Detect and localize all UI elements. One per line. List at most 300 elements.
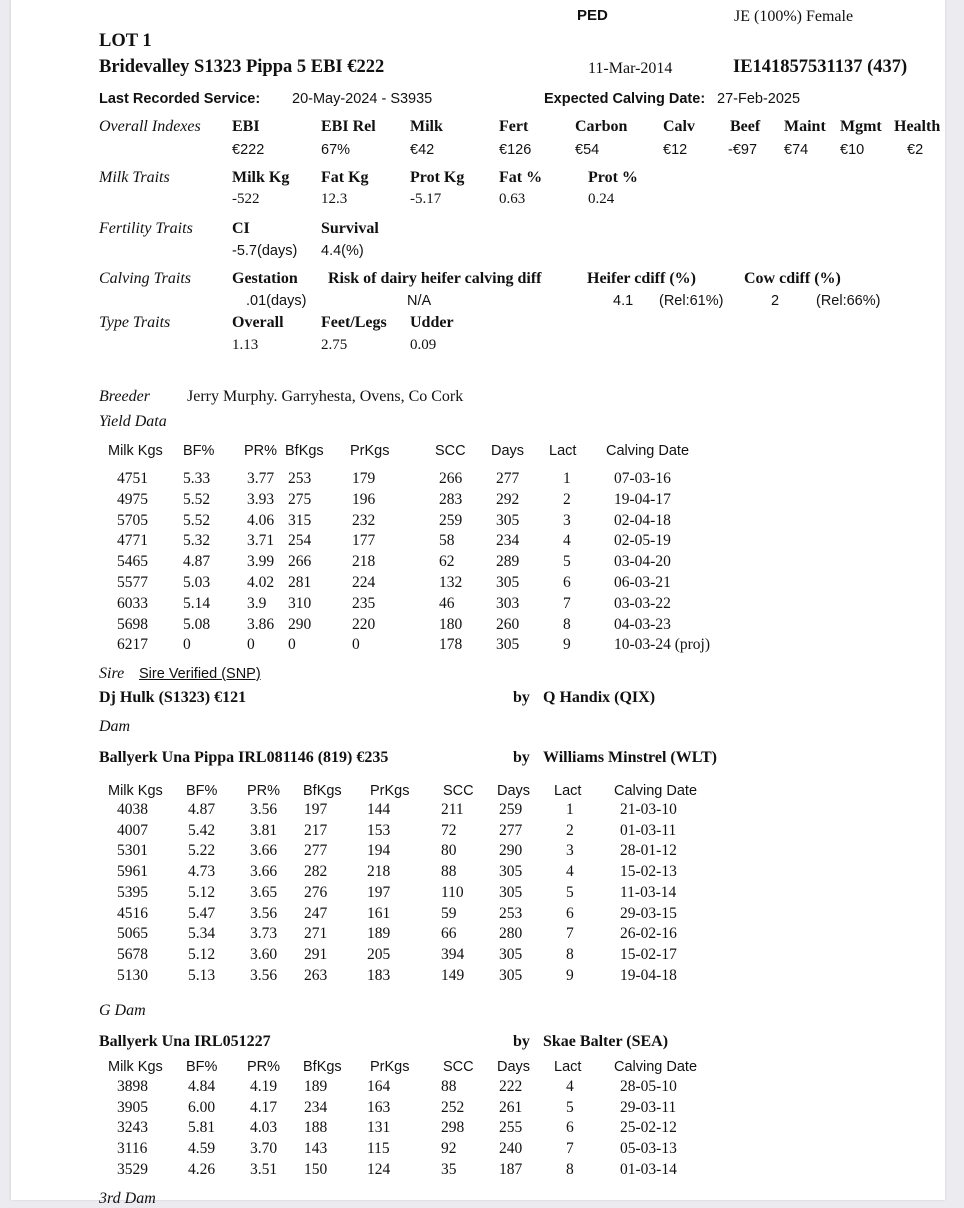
table-cell: 3.56 (250, 801, 278, 818)
table-cell: 5.42 (188, 821, 216, 839)
table-cell: 0 (247, 636, 255, 654)
fertility-traits-label: Fertility Traits (99, 220, 193, 237)
table-cell: 03-03-22 (614, 594, 671, 612)
table-cell: 5.32 (183, 532, 211, 550)
table-cell: 4751 (117, 470, 148, 487)
sire-label: Sire (99, 665, 125, 682)
table-cell: 4007 (117, 821, 148, 839)
table-cell: 8 (563, 615, 571, 633)
column-header: Calving Date (614, 783, 698, 799)
table-cell: 0 (288, 636, 296, 654)
table-cell: 263 (304, 966, 328, 984)
index-name: Milk (410, 118, 443, 135)
table-cell: 3.71 (247, 532, 275, 550)
table-cell: 3.65 (250, 883, 278, 901)
table-cell: 5465 (117, 553, 148, 571)
pedigree-document-page (11, 0, 945, 1207)
table-cell: 8 (566, 945, 574, 963)
index-value: €12 (663, 142, 688, 158)
gestation-value: .01(days) (246, 293, 307, 309)
breed-info: JE (100%) Female (734, 8, 854, 25)
table-cell: 03-04-20 (614, 553, 671, 571)
sire-verified-link[interactable]: Sire Verified (SNP) (139, 666, 261, 682)
table-cell: 4.02 (247, 574, 275, 591)
table-cell: 164 (367, 1078, 391, 1095)
table-cell: 277 (496, 470, 520, 487)
expected-calving-label: Expected Calving Date: (544, 91, 706, 107)
table-cell: 291 (304, 945, 328, 963)
trait-value: 1.13 (232, 337, 259, 353)
table-cell: 194 (367, 842, 391, 860)
trait-name: Fat Kg (321, 169, 369, 186)
table-cell: 4.26 (188, 1160, 216, 1178)
table-cell: 260 (496, 615, 520, 633)
table-cell: 266 (439, 470, 463, 487)
table-cell: 3905 (117, 1098, 148, 1116)
table-cell: 59 (441, 904, 457, 922)
column-header: PrKgs (350, 443, 390, 459)
table-cell: 5.33 (183, 470, 211, 487)
table-cell: 290 (288, 615, 312, 633)
table-cell: 183 (367, 966, 391, 984)
table-cell: 7 (566, 925, 574, 943)
table-cell: 224 (352, 574, 376, 591)
trait-name: Feet/Legs (321, 314, 387, 331)
table-cell: 261 (499, 1098, 523, 1116)
table-cell: 2 (563, 490, 571, 508)
table-cell: 5961 (117, 863, 148, 881)
table-cell: 188 (304, 1119, 328, 1137)
table-cell: 02-04-18 (614, 511, 671, 529)
table-cell: 88 (441, 863, 457, 881)
trait-value: 0.09 (410, 337, 437, 353)
table-cell: 131 (367, 1119, 391, 1137)
animal-name: Bridevalley S1323 Pippa 5 EBI €222 (99, 57, 385, 77)
table-cell: 6217 (117, 636, 148, 654)
table-cell: 05-03-13 (620, 1140, 677, 1158)
date-of-birth: 11-Mar-2014 (588, 60, 673, 77)
table-cell: 5577 (117, 574, 148, 591)
trait-value: 4.4(%) (321, 243, 364, 259)
index-name: EBI (232, 118, 260, 135)
table-cell: 3.70 (250, 1140, 278, 1158)
index-value: €126 (499, 142, 532, 158)
table-cell: 4 (563, 532, 571, 550)
table-cell: 5.22 (188, 842, 216, 860)
trait-value: 0.63 (499, 191, 526, 207)
column-header: SCC (443, 1059, 474, 1075)
gdam-by-label: by (513, 1033, 530, 1050)
third-dam-label-partial: 3rd Dam (99, 1190, 156, 1207)
table-cell: 66 (441, 925, 457, 943)
table-cell: 80 (441, 842, 457, 860)
table-cell: 3.66 (250, 863, 278, 881)
table-cell: 4.17 (250, 1098, 278, 1116)
table-cell: 21-03-10 (620, 801, 677, 818)
table-cell: 281 (288, 574, 312, 591)
dam-by-name: Williams Minstrel (WLT) (543, 749, 717, 766)
table-cell: 266 (288, 553, 312, 571)
table-cell: 222 (499, 1078, 523, 1095)
risk-value: N/A (407, 293, 432, 309)
table-cell: 2 (566, 821, 574, 839)
table-cell: 163 (367, 1098, 391, 1116)
table-cell: 315 (288, 511, 312, 529)
cow-cdiff-name: Cow cdiff (%) (744, 270, 841, 287)
table-cell: 247 (304, 904, 328, 922)
table-cell: 180 (439, 615, 463, 633)
table-cell: 29-03-15 (620, 904, 677, 922)
table-cell: 4975 (117, 490, 148, 508)
table-cell: 15-02-17 (620, 945, 677, 963)
table-cell: 177 (352, 532, 376, 550)
index-name: Carbon (575, 118, 628, 135)
table-cell: 3.66 (250, 842, 278, 860)
table-cell: 25-02-12 (620, 1119, 677, 1137)
last-service-label: Last Recorded Service: (99, 91, 261, 107)
index-value: €10 (840, 142, 865, 158)
table-cell: 197 (367, 883, 391, 901)
column-header: SCC (435, 443, 466, 459)
table-cell: 218 (352, 553, 376, 571)
heifer-cdiff-rel: (Rel:61%) (659, 293, 724, 309)
table-cell: 01-03-14 (620, 1160, 677, 1178)
table-cell: 5.52 (183, 511, 211, 529)
table-cell: 92 (441, 1140, 457, 1158)
calving-traits-label: Calving Traits (99, 270, 192, 287)
table-cell: 5395 (117, 883, 148, 901)
column-header: PrKgs (370, 1059, 410, 1075)
table-cell: 4.59 (188, 1140, 216, 1158)
column-header: Lact (554, 783, 582, 799)
table-cell: 3.93 (247, 490, 275, 508)
column-header: PrKgs (370, 783, 410, 799)
trait-value: -522 (232, 191, 260, 207)
column-header: PR% (247, 1059, 281, 1075)
overall-indexes-label: Overall Indexes (99, 118, 201, 135)
table-cell: 305 (496, 511, 520, 529)
table-cell: 255 (499, 1119, 523, 1137)
table-cell: 305 (499, 966, 523, 984)
table-cell: 252 (441, 1098, 465, 1116)
table-cell: 234 (304, 1098, 328, 1116)
table-cell: 178 (439, 636, 463, 654)
cow-cdiff-value: 2 (771, 293, 780, 309)
lot-number: LOT 1 (99, 31, 152, 51)
trait-value: 2.75 (321, 337, 348, 353)
table-cell: 5705 (117, 511, 148, 529)
table-cell: 253 (499, 904, 523, 922)
table-cell: 289 (496, 553, 520, 571)
table-cell: 3243 (117, 1119, 148, 1137)
table-cell: 5 (566, 883, 574, 901)
table-cell: 4.19 (250, 1078, 278, 1095)
milk-traits-label: Milk Traits (99, 169, 170, 186)
table-cell: 150 (304, 1160, 328, 1178)
index-name: Maint (784, 118, 826, 135)
yield-data-label: Yield Data (99, 413, 167, 430)
table-cell: 3.77 (247, 470, 275, 487)
table-cell: 305 (499, 883, 523, 901)
gdam-name: Ballyerk Una IRL051227 (99, 1033, 271, 1050)
table-cell: 3529 (117, 1160, 148, 1178)
table-cell: 275 (288, 490, 312, 508)
table-cell: 5.34 (188, 925, 216, 943)
table-cell: 3.60 (250, 945, 278, 963)
trait-value: -5.17 (410, 191, 442, 207)
ped-label: PED (577, 7, 608, 24)
table-cell: 298 (441, 1119, 465, 1137)
table-cell: 234 (496, 532, 520, 550)
dam-label: Dam (99, 718, 131, 735)
table-cell: 9 (566, 966, 574, 984)
table-cell: 110 (441, 883, 464, 901)
table-cell: 143 (304, 1140, 328, 1158)
index-name: Mgmt (840, 118, 882, 135)
table-cell: 10-03-24 (proj) (614, 636, 710, 654)
table-cell: 3.86 (247, 615, 275, 633)
table-cell: 3.99 (247, 553, 275, 571)
table-cell: 277 (304, 842, 328, 860)
column-header: Lact (549, 443, 577, 459)
table-cell: 254 (288, 532, 312, 550)
table-cell: 4.06 (247, 511, 275, 529)
table-cell: 5 (566, 1098, 574, 1116)
trait-value: -5.7(days) (232, 243, 298, 259)
table-cell: 3.9 (247, 594, 267, 612)
table-cell: 179 (352, 470, 376, 487)
table-cell: 3.81 (250, 821, 278, 839)
table-cell: 189 (304, 1078, 328, 1095)
table-cell: 4038 (117, 801, 148, 818)
table-cell: 277 (499, 821, 523, 839)
trait-name: CI (232, 220, 250, 237)
index-name: Health (894, 118, 941, 135)
index-value: €54 (575, 142, 600, 158)
table-cell: 271 (304, 925, 328, 943)
table-cell: 394 (441, 945, 465, 963)
column-header: Milk Kgs (108, 783, 163, 799)
last-service-value: 20-May-2024 - S3935 (292, 91, 433, 107)
column-header: Lact (554, 1059, 582, 1075)
table-cell: 305 (496, 574, 520, 591)
breeder-label: Breeder (99, 388, 150, 405)
column-header: Calving Date (614, 1059, 698, 1075)
cow-cdiff-rel: (Rel:66%) (816, 293, 881, 309)
table-cell: 9 (563, 636, 571, 654)
table-cell: 5.03 (183, 574, 211, 591)
dam-by-label: by (513, 749, 530, 766)
column-header: PR% (244, 443, 278, 459)
table-cell: 153 (367, 821, 391, 839)
index-name: Fert (499, 118, 529, 135)
trait-value: 12.3 (321, 191, 348, 207)
table-cell: 149 (441, 966, 465, 984)
table-cell: 187 (499, 1160, 523, 1178)
table-cell: 15-02-13 (620, 863, 677, 881)
table-cell: 292 (496, 490, 520, 508)
column-header: Calving Date (606, 443, 690, 459)
sire-by-name: Q Handix (QIX) (543, 689, 656, 706)
table-cell: 4771 (117, 532, 148, 550)
trait-name: Prot % (588, 169, 638, 186)
table-cell: 4 (566, 1078, 574, 1095)
table-cell: 46 (439, 594, 455, 612)
table-cell: 3 (563, 511, 571, 529)
heifer-cdiff-value: 4.1 (613, 293, 634, 309)
table-cell: 211 (441, 801, 464, 818)
table-cell: 7 (563, 594, 571, 612)
column-header: Days (497, 783, 531, 799)
table-cell: 5065 (117, 925, 148, 943)
table-cell: 5.12 (188, 883, 216, 901)
table-cell: 11-03-14 (620, 883, 677, 901)
column-header: Milk Kgs (108, 1059, 163, 1075)
trait-name: Udder (410, 314, 454, 331)
index-value: €2 (907, 142, 924, 158)
table-cell: 305 (499, 945, 523, 963)
table-cell: 58 (439, 532, 455, 550)
table-cell: 5.14 (183, 594, 211, 612)
table-cell: 189 (367, 925, 391, 943)
index-name: EBI Rel (321, 118, 376, 135)
table-cell: 205 (367, 945, 391, 963)
trait-name: Fat % (499, 169, 543, 186)
table-cell: 5.08 (183, 615, 211, 633)
table-cell: 02-05-19 (614, 532, 671, 550)
table-cell: 06-03-21 (614, 574, 671, 591)
column-header: PR% (247, 783, 281, 799)
table-cell: 6 (566, 1119, 574, 1137)
table-cell: 5.47 (188, 904, 216, 922)
table-cell: 276 (304, 883, 328, 901)
table-cell: 259 (439, 511, 463, 529)
index-value: €222 (232, 142, 265, 158)
table-cell: 196 (352, 490, 376, 508)
trait-name: Overall (232, 314, 284, 331)
trait-name: Milk Kg (232, 169, 290, 186)
table-cell: 88 (441, 1078, 457, 1095)
table-cell: 161 (367, 904, 391, 922)
table-cell: 305 (499, 863, 523, 881)
table-cell: 4.87 (183, 553, 211, 571)
table-cell: 8 (566, 1160, 574, 1178)
table-cell: 124 (367, 1160, 391, 1178)
column-header: BF% (183, 443, 215, 459)
column-header: SCC (443, 783, 474, 799)
table-cell: 310 (288, 594, 312, 612)
column-header: BF% (186, 783, 218, 799)
table-cell: 3898 (117, 1078, 148, 1095)
gdam-by-name: Skae Balter (SEA) (543, 1033, 669, 1050)
trait-value: 0.24 (588, 191, 615, 207)
table-cell: 3.56 (250, 966, 278, 984)
table-cell: 6.00 (188, 1098, 216, 1116)
table-cell: 6 (566, 904, 574, 922)
index-value: 67% (321, 142, 351, 158)
column-header: BF% (186, 1059, 218, 1075)
table-cell: 7 (566, 1140, 574, 1158)
table-cell: 5130 (117, 966, 148, 984)
table-cell: 4516 (117, 904, 148, 922)
tag-number: IE141857531137 (437) (733, 57, 908, 77)
index-name: Calv (663, 118, 695, 135)
gestation-name: Gestation (232, 270, 298, 287)
table-cell: 5 (563, 553, 571, 571)
table-cell: 19-04-17 (614, 490, 671, 508)
table-cell: 5678 (117, 945, 148, 963)
table-cell: 04-03-23 (614, 615, 671, 633)
table-cell: 28-01-12 (620, 842, 677, 860)
table-cell: 1 (563, 470, 571, 487)
table-cell: 72 (441, 821, 457, 839)
table-cell: 132 (439, 574, 463, 591)
table-cell: 19-04-18 (620, 966, 677, 984)
table-cell: 232 (352, 511, 376, 529)
column-header: BfKgs (303, 1059, 342, 1075)
table-cell: 3.73 (250, 925, 278, 943)
table-cell: 4 (566, 863, 574, 881)
heifer-cdiff-name: Heifer cdiff (%) (587, 270, 696, 287)
index-value: €42 (410, 142, 435, 158)
index-name: Beef (730, 118, 761, 135)
expected-calving-value: 27-Feb-2025 (717, 91, 801, 107)
index-value: -€97 (728, 142, 758, 158)
table-cell: 303 (496, 594, 520, 612)
table-cell: 220 (352, 615, 376, 633)
table-cell: 4.03 (250, 1119, 278, 1137)
table-cell: 4.84 (188, 1078, 216, 1095)
table-cell: 5698 (117, 615, 148, 633)
gdam-label: G Dam (99, 1002, 146, 1019)
table-cell: 217 (304, 821, 328, 839)
dam-name: Ballyerk Una Pippa IRL081146 (819) €235 (99, 749, 389, 766)
table-cell: 290 (499, 842, 523, 860)
table-cell: 218 (367, 863, 391, 881)
table-cell: 144 (367, 801, 391, 818)
table-cell: 5301 (117, 842, 148, 860)
table-cell: 07-03-16 (614, 470, 671, 487)
column-header: Days (491, 443, 525, 459)
column-header: Milk Kgs (108, 443, 163, 459)
table-cell: 3 (566, 842, 574, 860)
table-cell: 6033 (117, 594, 148, 612)
table-cell: 0 (352, 636, 360, 654)
table-cell: 240 (499, 1140, 523, 1158)
table-cell: 305 (496, 636, 520, 654)
table-cell: 3.56 (250, 904, 278, 922)
table-cell: 259 (499, 801, 523, 818)
table-cell: 01-03-11 (620, 821, 677, 839)
table-cell: 282 (304, 863, 328, 881)
table-cell: 6 (563, 574, 571, 591)
table-cell: 62 (439, 553, 455, 571)
table-cell: 197 (304, 801, 328, 818)
breeder-value: Jerry Murphy. Garryhesta, Ovens, Co Cork (187, 388, 464, 405)
table-cell: 5.13 (188, 966, 216, 984)
column-header: BfKgs (285, 443, 324, 459)
table-cell: 35 (441, 1160, 457, 1178)
table-cell: 28-05-10 (620, 1078, 677, 1095)
table-cell: 253 (288, 470, 312, 487)
table-cell: 29-03-11 (620, 1098, 677, 1116)
table-cell: 5.81 (188, 1119, 216, 1137)
table-cell: 4.73 (188, 863, 216, 881)
table-cell: 26-02-16 (620, 925, 677, 943)
column-header: Days (497, 1059, 531, 1075)
table-cell: 235 (352, 594, 376, 612)
column-header: BfKgs (303, 783, 342, 799)
